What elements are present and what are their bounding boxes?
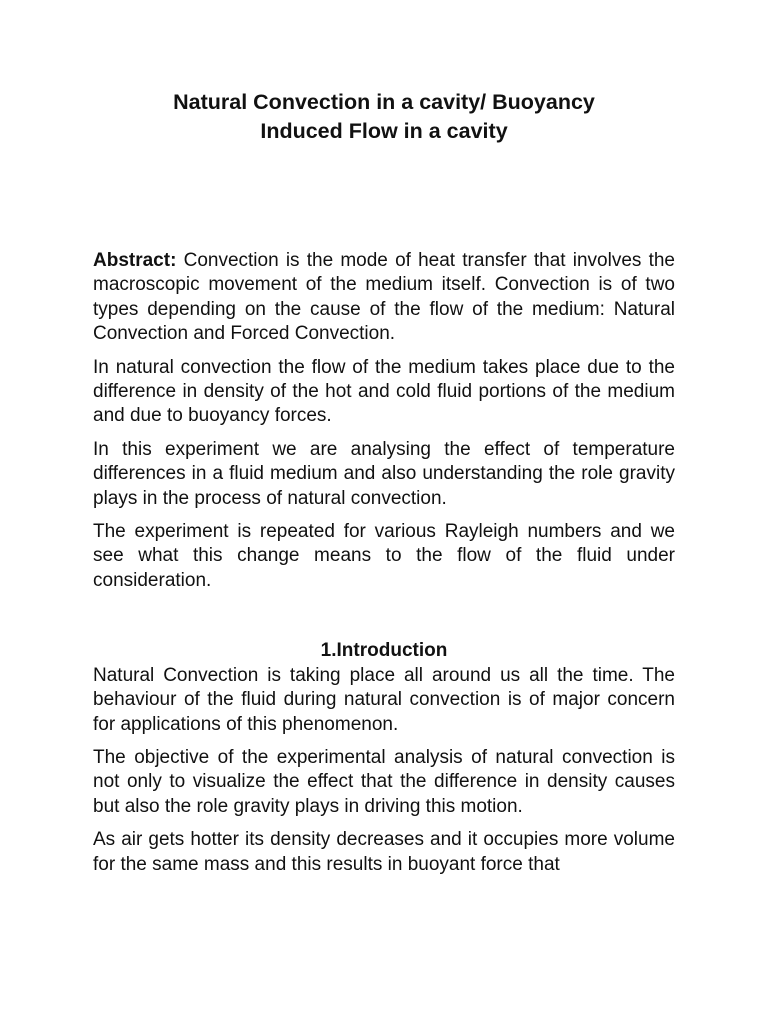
abstract-paragraph-2: In natural convection the flow of the medium takes place due to the difference in density of the hot and cold fluid portions of the medium and due to buoyancy forces. xyxy=(93,356,675,427)
introduction-heading: 1.Introduction xyxy=(320,640,448,662)
abstract-label: Abstract: xyxy=(93,250,177,271)
abstract-text-1: Convection is the mode of heat transfer that involves the macroscopic movement of the medium itself. Convection is of two types depending on the cause of the flow of the medium: Natural Convection and Forced Convection. xyxy=(93,250,675,345)
document-title xyxy=(93,88,675,146)
introduction-paragraph-1: Natural Convection is taking place all around us all the time. The behaviour of the fluid during natural convection is of major concern for applications of this phenomenon. xyxy=(93,664,675,735)
abstract-paragraph-1 xyxy=(93,249,675,347)
abstract-paragraph-4: The experiment is repeated for various Rayleigh numbers and we see what this change means to the flow of the fluid under consideration. xyxy=(93,521,675,591)
document-page xyxy=(93,0,675,877)
introduction-paragraph-3: As air gets hotter its density decreases and it occupies more volume for the same mass and this results in buoyant force that xyxy=(93,829,675,875)
abstract-paragraph-3: In this experiment we are analysing the effect of temperature differences in a fluid medium and also understanding the role gravity plays in the process of natural convection. xyxy=(93,438,675,509)
title-line-1: Natural Convection in a cavity/ Buoyancy xyxy=(173,90,595,114)
introduction-paragraph-2: The objective of the experimental analysis of natural convection is not only to visualize the effect that the difference in density causes but also the role gravity plays in driving this motion. xyxy=(93,746,675,817)
title-line-2: Induced Flow in a cavity xyxy=(260,119,508,143)
